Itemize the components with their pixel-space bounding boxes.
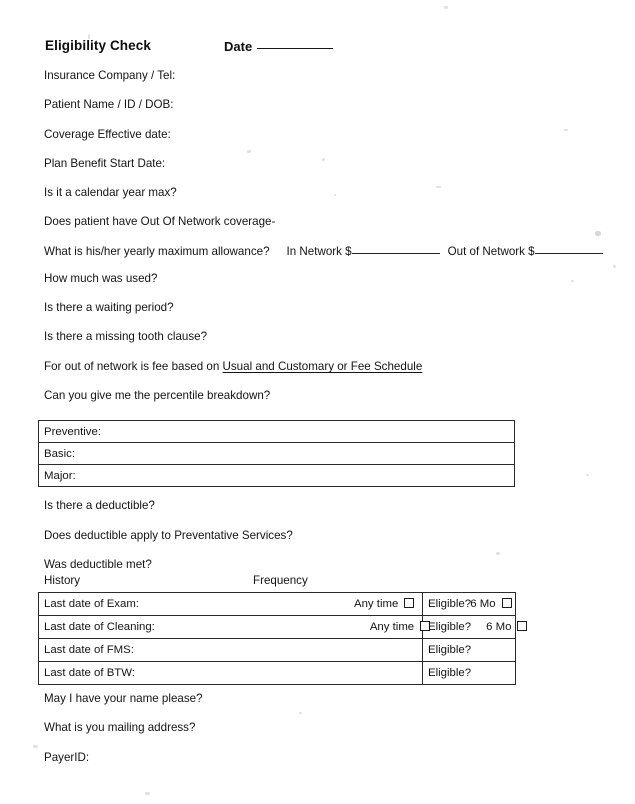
scan-speckle [496, 552, 500, 555]
date-label: Date [224, 39, 253, 54]
cleaning-eligible-cell[interactable]: Eligible? [423, 616, 516, 639]
in-network-amount-input[interactable] [352, 253, 440, 254]
question-is-there-deductible: Is there a deductible? [44, 499, 155, 512]
scan-speckle [145, 792, 150, 795]
out-of-network-label: Out of Network $ [447, 245, 535, 258]
scan-speckle [571, 280, 574, 282]
exam-six-mo-option[interactable] [470, 598, 511, 610]
column-header-history: History [44, 574, 81, 587]
page-title: Eligibility Check [45, 38, 151, 53]
table-row[interactable] [39, 616, 516, 639]
table-row[interactable] [39, 443, 515, 465]
exam-any-time-option[interactable] [354, 598, 414, 610]
history-row-btw[interactable]: Last date of BTW: [39, 662, 423, 685]
column-header-frequency: Frequency [253, 574, 308, 587]
exam-six-mo-label: 6 Mo [470, 598, 496, 610]
exam-eligible-cell[interactable]: Eligible? [423, 593, 516, 616]
scan-speckle [322, 158, 325, 161]
question-yearly-maximum-allowance: What is his/her yearly maximum allowance? [44, 245, 270, 258]
date-input-rule[interactable] [257, 48, 333, 49]
table-row[interactable] [39, 465, 515, 487]
percentile-breakdown-table [38, 420, 515, 487]
scan-speckle [595, 231, 601, 236]
table-row[interactable] [39, 593, 516, 616]
question-was-deductible-met: Was deductible met? [44, 558, 152, 571]
field-payer-id: PayerID: [44, 751, 90, 764]
btw-eligible-cell[interactable]: Eligible? [423, 662, 516, 685]
history-row-cleaning-label: Last date of Cleaning: [44, 621, 155, 633]
table-row[interactable] [39, 662, 516, 685]
scan-speckle [586, 474, 589, 476]
question-calendar-year-max: Is it a calendar year max? [44, 186, 177, 199]
scan-speckle [247, 150, 251, 153]
question-how-much-used: How much was used? [44, 272, 158, 285]
date-field-group [224, 39, 333, 54]
question-missing-tooth-clause: Is there a missing tooth clause? [44, 330, 208, 343]
percentile-row-basic[interactable]: Basic: [39, 443, 515, 465]
field-insurance-company-tel: Insurance Company / Tel: [44, 69, 176, 82]
scan-speckle [334, 194, 336, 196]
question-out-of-network-coverage: Does patient have Out Of Network coverage- [44, 215, 276, 228]
question-percentile-breakdown: Can you give me the percentile breakdown? [44, 389, 271, 402]
scan-speckle [436, 186, 441, 188]
scan-speckle [444, 6, 448, 9]
cleaning-any-time-label: Any time [369, 621, 415, 633]
exam-six-mo-checkbox[interactable] [502, 598, 512, 608]
question-waiting-period: Is there a waiting period? [44, 301, 174, 314]
field-coverage-effective-date: Coverage Effective date: [44, 128, 171, 141]
cleaning-six-mo-option[interactable] [486, 621, 527, 633]
question-representative-name: May I have your name please? [44, 692, 203, 705]
history-row-exam-label: Last date of Exam: [44, 598, 139, 610]
history-row-fms[interactable]: Last date of FMS: [39, 639, 423, 662]
table-row[interactable] [39, 639, 516, 662]
cleaning-six-mo-label: 6 Mo [486, 621, 512, 633]
question-fee-basis [44, 360, 422, 374]
question-deductible-preventative: Does deductible apply to Preventative Services? [44, 529, 293, 542]
row-yearly-maximum-allowance [44, 245, 603, 258]
history-frequency-table [38, 592, 516, 685]
percentile-row-major[interactable]: Major: [39, 465, 515, 487]
scan-speckle [299, 712, 302, 714]
in-network-label: In Network $ [286, 245, 352, 258]
scan-speckle [564, 129, 568, 131]
field-plan-benefit-start-date: Plan Benefit Start Date: [44, 157, 166, 170]
fee-basis-prefix: For out of network is fee based on [44, 360, 223, 373]
cleaning-any-time-option[interactable] [370, 621, 430, 633]
table-row[interactable] [39, 421, 515, 443]
fee-basis-options: Usual and Customary or Fee Schedule [222, 360, 423, 373]
exam-any-time-checkbox[interactable] [404, 598, 414, 608]
field-patient-name-id-dob: Patient Name / ID / DOB: [44, 98, 174, 111]
out-of-network-amount-input[interactable] [535, 253, 603, 254]
percentile-row-preventive[interactable]: Preventive: [39, 421, 515, 443]
scan-speckle [613, 265, 616, 268]
question-mailing-address: What is you mailing address? [44, 721, 196, 734]
fms-eligible-cell[interactable]: Eligible? [423, 639, 516, 662]
cleaning-six-mo-checkbox[interactable] [517, 621, 527, 631]
scan-speckle [33, 745, 38, 748]
exam-any-time-label: Any time [353, 598, 399, 610]
